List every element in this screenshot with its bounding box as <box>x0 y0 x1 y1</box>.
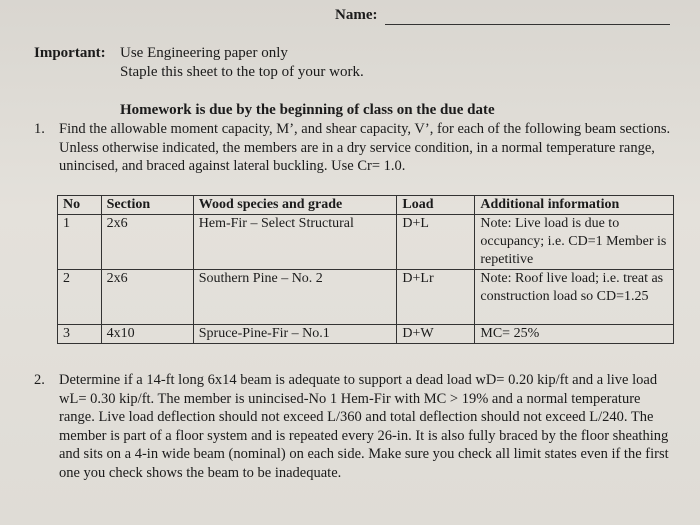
cell-info: Note: Roof live load; i.e. treat as construction load so CD=1.25 <box>475 270 674 325</box>
cell-load: D+Lr <box>397 270 475 325</box>
header-section: Section <box>101 196 193 215</box>
table-row <box>58 270 674 325</box>
table-row <box>58 215 674 270</box>
question-1-text: Find the allowable moment capacity, M’, and shear capacity, V’, for each of the following beam sections. Unless otherwise indicated, the members are in a dry service condition, in a normal temperature range, unincised, and braced against lateral buckling. Use Cr= 1.0. <box>59 121 671 174</box>
homework-due-note: Homework is due by the beginning of class on the due date <box>120 102 495 118</box>
beam-sections-table <box>57 195 674 344</box>
cell-section: 2x6 <box>101 270 193 325</box>
important-label: Important: <box>34 45 106 61</box>
cell-no: 3 <box>58 325 102 344</box>
cell-no: 1 <box>58 215 102 270</box>
important-line-1: Use Engineering paper only <box>120 45 288 61</box>
cell-section: 4x10 <box>101 325 193 344</box>
question-2-text: Determine if a 14-ft long 6x14 beam is adequate to support a dead load wD= 0.20 kip/ft and a live load wL= 0.30 kip/ft. The member is unincised-No 1 Hem-Fir with MC > 19% and a normal temperature range. Live load deflection should not exceed L/360 and total deflection should not exceed L/240. The member is part of a floor system and is repeated every 26-in. It is also fully braced by the floor sheathing and sits on a 4-in wide beam (nominal) on each side. Make sure you check all limit states even if the first one you check shows the beam to be inadequate. <box>59 372 669 481</box>
important-line-2: Staple this sheet to the top of your work. <box>120 64 364 80</box>
header-wood-species: Wood species and grade <box>193 196 397 215</box>
question-2-number: 2. <box>34 372 45 388</box>
header-load: Load <box>397 196 475 215</box>
header-additional-info: Additional information <box>475 196 674 215</box>
cell-no: 2 <box>58 270 102 325</box>
table-header-row <box>58 196 674 215</box>
header-no: No <box>58 196 102 215</box>
cell-wood: Spruce-Pine-Fir – No.1 <box>193 325 397 344</box>
cell-wood: Hem-Fir – Select Structural <box>193 215 397 270</box>
cell-info: Note: Live load is due to occupancy; i.e. CD=1 Member is repetitive <box>475 215 674 270</box>
name-label: Name: <box>335 7 378 23</box>
cell-info: MC= 25% <box>475 325 674 344</box>
cell-wood: Southern Pine – No. 2 <box>193 270 397 325</box>
question-1-number: 1. <box>34 121 45 137</box>
cell-load: D+L <box>397 215 475 270</box>
name-blank-line <box>385 24 670 25</box>
cell-load: D+W <box>397 325 475 344</box>
cell-section: 2x6 <box>101 215 193 270</box>
table-row <box>58 325 674 344</box>
